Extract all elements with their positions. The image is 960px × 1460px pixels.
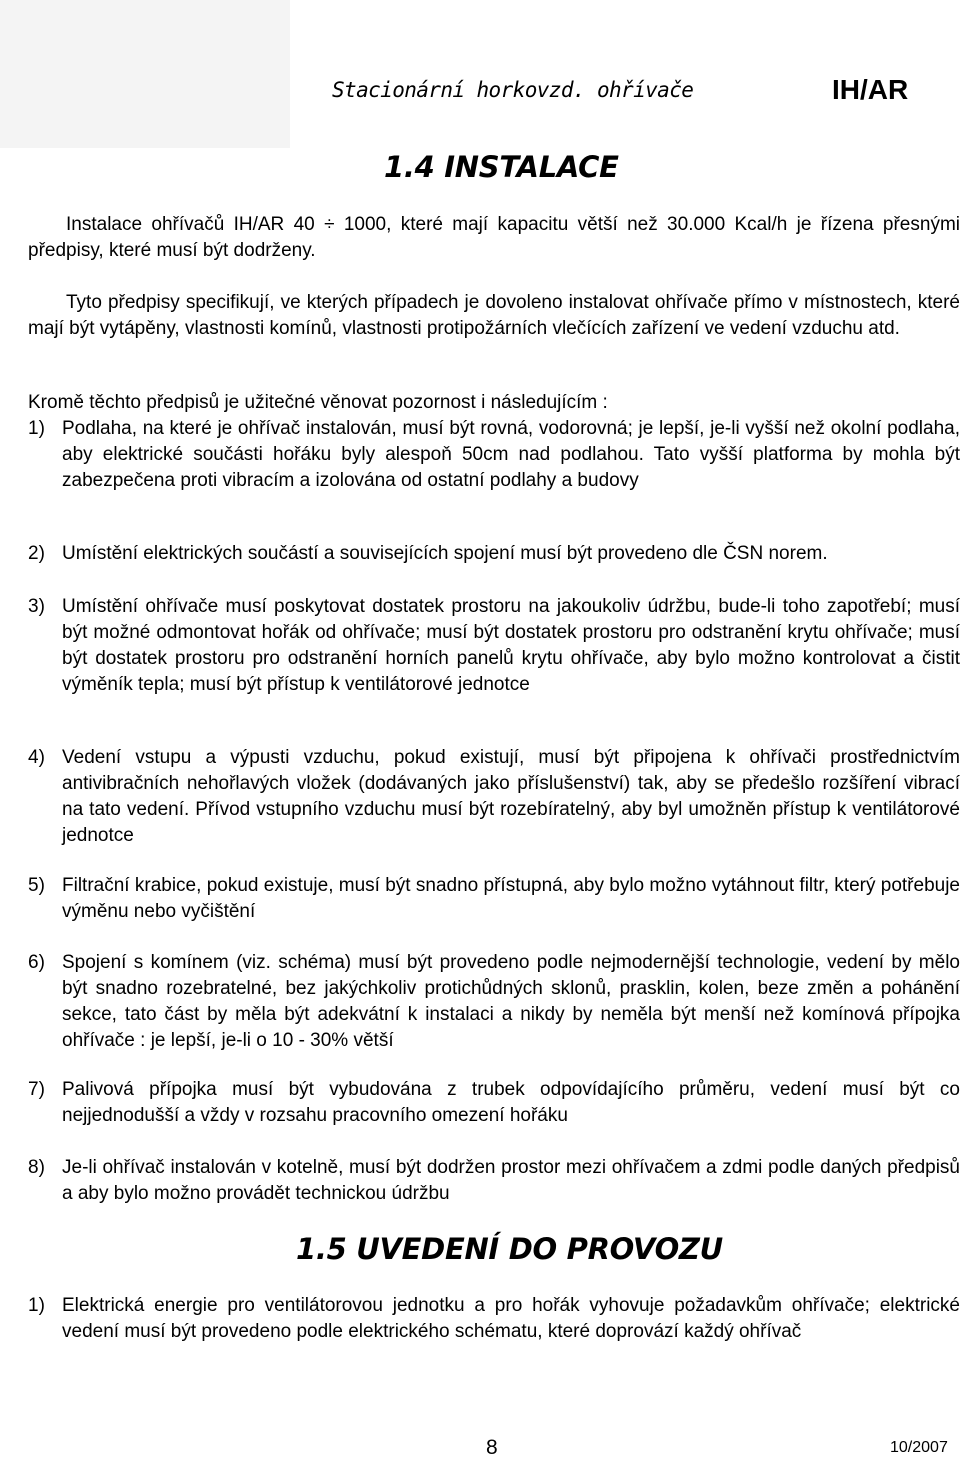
list-item-number: 6) bbox=[28, 952, 45, 973]
list-item bbox=[28, 1155, 960, 1207]
product-code: IH/AR bbox=[832, 74, 909, 105]
page-number: 8 bbox=[486, 1436, 498, 1459]
list-item-text: Umístění ohřívače musí poskytovat dostatek prostoru na jakoukoliv údržbu, bude-li toho zapotřebí; musí být možné odmontovat hořák od ohřívače; musí být dostatek prostoru pro odstranění krytu ohřívače; musí být dostatek prostoru pro odstranění horních panelů krytu ohřívače, aby bylo možno kontrolovat a čistit výměník tepla; musí být přístup k ventilátorové jednotce bbox=[62, 596, 960, 695]
list-item-text: Podlaha, na které je ohřívač instalován, musí být rovná, vodorovná; je lepší, je-li vyšší než okolní podlaha, aby elektrické součásti hořáku byly alespoň 50cm nad podlahou. Tato vyšší platforma by mohla být zabezpečena proti vibracím a izolována od ostatní podlahy a budovy bbox=[62, 418, 960, 491]
list-item-number: 4) bbox=[28, 747, 45, 768]
section-title-instalace: 1.4 INSTALACE bbox=[384, 150, 619, 184]
logo-area bbox=[0, 0, 290, 148]
list-item bbox=[28, 1077, 960, 1129]
list-item-number: 5) bbox=[28, 875, 45, 896]
list-item-text: Palivová přípojka musí být vybudována z trubek odpovídajícího průměru, vedení musí být co nejjednodušší a vždy v rozsahu pracovního omezení hořáku bbox=[62, 1079, 960, 1126]
footer-date: 10/2007 bbox=[890, 1439, 948, 1456]
list-item bbox=[28, 416, 960, 494]
list-item bbox=[28, 1293, 960, 1345]
list-item-text: Je-li ohřívač instalován v kotelně, musí být dodržen prostor mezi ohřívačem a zdmi podle daných předpisů a aby bylo možno provádět technickou údržbu bbox=[62, 1157, 960, 1204]
list-item bbox=[28, 594, 960, 698]
intro-paragraph-1: Instalace ohřívačů IH/AR 40 ÷ 1000, které mají kapacitu větší než 30.000 Kcal/h je řízena přesnými předpisy, které musí být dodrženy. bbox=[28, 214, 960, 261]
list-item bbox=[28, 950, 960, 1054]
section-title-uvedeni-do-provozu: 1.5 UVEDENÍ DO PROVOZU bbox=[296, 1232, 723, 1266]
document-title: Stacionární horkovzd. ohřívače bbox=[332, 78, 694, 102]
lead-paragraph: Kromě těchto předpisů je užitečné věnovat pozornost i následujícím : bbox=[28, 392, 608, 413]
list-item bbox=[28, 873, 960, 925]
list-item-text: Umístění elektrických součástí a souvisejících spojení musí být provedeno dle ČSN norem. bbox=[62, 543, 828, 564]
list-item-text: Spojení s komínem (viz. schéma) musí být provedeno podle nejmodernější technologie, vedení by mělo být snadno rozebratelné, bez jakýchkoliv protichůdných sklonů, prasklin, kolen, beze změn a pohánění sekce, tato část by měla být adekvátní k instalaci a nikdy by neměla být menší než komínová přípojka ohřívače : je lepší, je-li o 10 - 30% větší bbox=[62, 952, 960, 1051]
list-item-number: 8) bbox=[28, 1157, 45, 1178]
list-item-text: Elektrická energie pro ventilátorovou jednotku a pro hořák vyhovuje požadavkům ohřívače; elektrické vedení musí být provedeno podle elektrického schématu, které doprovází každý ohřívač bbox=[62, 1295, 960, 1342]
list-item-number: 7) bbox=[28, 1079, 45, 1100]
list-item bbox=[28, 745, 960, 849]
list-item-number: 1) bbox=[28, 1295, 45, 1316]
list-item bbox=[28, 541, 960, 567]
list-item-text: Vedení vstupu a výpusti vzduchu, pokud existují, musí být připojena k ohřívači prostřednictvím antivibračních nehořlavých vložek (dodávaných jako příslušenství) tak, aby se předešlo rozšíření vibrací na tato vedení. Přívod vstupního vzduchu musí být rozebíratelný, aby byl umožněn přístup k ventilátorové jednotce bbox=[62, 747, 960, 846]
intro-paragraph-2: Tyto předpisy specifikují, ve kterých případech je dovoleno instalovat ohřívače přímo v místnostech, které mají být vytápěny, vlastnosti komínů, vlastnosti protipožárních vlečících zařízení ve vedení vzduchu atd. bbox=[28, 292, 960, 339]
list-item-number: 3) bbox=[28, 596, 45, 617]
list-item-number: 1) bbox=[28, 418, 45, 439]
list-item-text: Filtrační krabice, pokud existuje, musí být snadno přístupná, aby bylo možno vytáhnout filtr, který potřebuje výměnu nebo vyčištění bbox=[62, 875, 960, 922]
list-item-number: 2) bbox=[28, 543, 45, 564]
